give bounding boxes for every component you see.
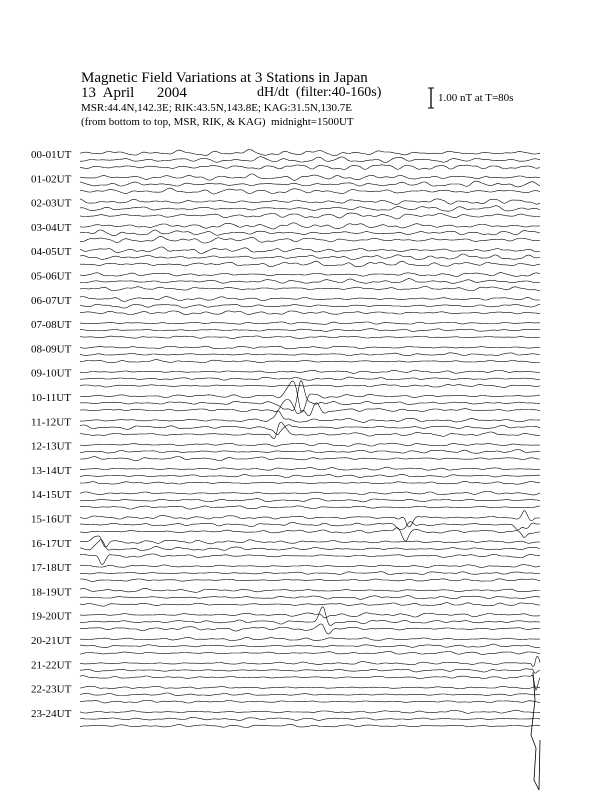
trace-kag-22-23ut bbox=[80, 686, 540, 688]
trace-msr-06-07ut bbox=[80, 311, 540, 315]
trace-msr-09-10ut bbox=[80, 385, 540, 388]
trace-rik-13-14ut bbox=[80, 474, 540, 477]
trace-msr-20-21ut bbox=[80, 651, 540, 654]
trace-msr-14-15ut bbox=[80, 506, 540, 509]
traces bbox=[80, 150, 540, 791]
trace-kag-08-09ut bbox=[80, 346, 540, 349]
station-coordinates: MSR:44.4N,142.3E; RIK:43.5N,143.8E; KAG:31.5N,130.7E bbox=[81, 102, 353, 114]
trace-rik-00-01ut bbox=[80, 157, 540, 163]
trace-msr-01-02ut bbox=[80, 188, 540, 194]
hour-label: 15-16UT bbox=[31, 513, 72, 526]
trace-rik-03-04ut bbox=[80, 230, 540, 236]
trace-rik-01-02ut bbox=[80, 181, 540, 187]
trace-kag-23-24ut bbox=[80, 710, 540, 713]
trace-kag-07-08ut bbox=[80, 322, 540, 324]
trace-kag-11-12ut bbox=[80, 411, 540, 423]
trace-msr-12-13ut bbox=[80, 457, 540, 461]
trace-spike bbox=[531, 672, 540, 790]
hour-label: 03-04UT bbox=[31, 221, 72, 234]
hour-label: 16-17UT bbox=[31, 537, 72, 550]
trace-rik-17-18ut bbox=[80, 572, 540, 575]
trace-msr-02-03ut bbox=[80, 213, 540, 219]
trace-rik-18-19ut bbox=[80, 596, 540, 600]
trace-kag-09-10ut bbox=[80, 370, 540, 373]
trace-rik-14-15ut bbox=[80, 499, 540, 502]
hour-label: 20-21UT bbox=[31, 635, 72, 647]
trace-msr-15-16ut bbox=[80, 528, 540, 541]
trace-rik-23-24ut bbox=[80, 717, 540, 720]
trace-kag-14-15ut bbox=[80, 492, 540, 495]
trace-kag-17-18ut bbox=[80, 565, 540, 568]
trace-rik-11-12ut bbox=[80, 425, 540, 435]
hour-label: 01-02UT bbox=[31, 173, 72, 186]
trace-msr-03-04ut bbox=[80, 236, 540, 243]
date-label: 13 April 2004 bbox=[81, 85, 187, 101]
trace-msr-00-01ut bbox=[80, 165, 540, 170]
hour-label: 18-19UT bbox=[31, 586, 72, 599]
trace-rik-22-23ut bbox=[80, 693, 540, 696]
trace-msr-18-19ut bbox=[80, 603, 540, 607]
trace-kag-02-03ut bbox=[80, 199, 540, 205]
trace-kag-12-13ut bbox=[80, 443, 540, 446]
trace-rik-05-06ut bbox=[80, 279, 540, 284]
filter-label: dH/dt (filter:40-160s) bbox=[257, 85, 382, 100]
chart-title: Magnetic Field Variations at 3 Stations in Japan bbox=[81, 70, 368, 86]
trace-rik-04-05ut bbox=[80, 254, 540, 260]
trace-kag-00-01ut bbox=[80, 150, 540, 156]
hour-label: 13-14UT bbox=[31, 464, 72, 477]
trace-kag-04-05ut bbox=[80, 247, 540, 254]
hour-label: 17-18UT bbox=[31, 562, 72, 575]
trace-kag-16-17ut bbox=[80, 536, 540, 547]
hour-labels bbox=[31, 149, 72, 720]
trace-msr-05-06ut bbox=[80, 286, 540, 290]
trace-order-note: (from bottom to top, MSR, RIK, & KAG) midnight=1500UT bbox=[81, 116, 354, 128]
trace-rik-02-03ut bbox=[80, 206, 540, 212]
trace-msr-07-08ut bbox=[80, 336, 540, 339]
hour-label: 12-13UT bbox=[31, 440, 72, 453]
trace-rik-15-16ut bbox=[80, 522, 540, 530]
hour-label: 02-03UT bbox=[31, 197, 72, 210]
trace-msr-17-18ut bbox=[80, 579, 540, 582]
trace-rik-08-09ut bbox=[80, 353, 540, 356]
trace-msr-08-09ut bbox=[80, 360, 540, 363]
scale-label: 1.00 nT at T=80s bbox=[438, 92, 514, 104]
trace-msr-13-14ut bbox=[80, 481, 540, 484]
hour-label: 00-01UT bbox=[31, 149, 72, 161]
trace-rik-20-21ut bbox=[80, 644, 540, 648]
trace-kag-19-20ut bbox=[80, 613, 540, 618]
trace-kag-03-04ut bbox=[80, 223, 540, 229]
trace-kag-21-22ut bbox=[80, 656, 540, 666]
trace-msr-21-22ut bbox=[80, 675, 540, 690]
trace-rik-06-07ut bbox=[80, 304, 540, 308]
trace-rik-07-08ut bbox=[80, 329, 540, 332]
trace-kag-01-02ut bbox=[80, 174, 540, 180]
hour-label: 06-07UT bbox=[31, 294, 72, 307]
hour-label: 07-08UT bbox=[31, 319, 72, 332]
hour-label: 14-15UT bbox=[31, 489, 72, 502]
trace-msr-23-24ut bbox=[80, 724, 540, 727]
trace-rik-12-13ut bbox=[80, 449, 540, 453]
trace-rik-09-10ut bbox=[80, 377, 540, 380]
hour-label: 05-06UT bbox=[31, 270, 72, 283]
hour-label: 21-22UT bbox=[31, 659, 72, 672]
hour-label: 11-12UT bbox=[31, 416, 71, 429]
trace-kag-06-07ut bbox=[80, 297, 540, 302]
trace-msr-22-23ut bbox=[80, 700, 540, 703]
hour-label: 22-23UT bbox=[31, 683, 72, 696]
trace-msr-19-20ut bbox=[80, 624, 540, 634]
trace-rik-21-22ut bbox=[80, 669, 540, 673]
trace-kag-13-14ut bbox=[80, 467, 540, 470]
trace-msr-11-12ut bbox=[80, 422, 540, 439]
trace-kag-20-21ut bbox=[80, 637, 540, 640]
trace-msr-16-17ut bbox=[80, 554, 540, 565]
hour-label: 08-09UT bbox=[31, 343, 72, 356]
hour-label: 09-10UT bbox=[31, 367, 72, 380]
trace-kag-18-19ut bbox=[80, 588, 540, 592]
hour-label: 04-05UT bbox=[31, 246, 72, 259]
trace-kag-05-06ut bbox=[80, 273, 540, 277]
hour-label: 23-24UT bbox=[31, 707, 72, 720]
trace-msr-04-05ut bbox=[80, 261, 540, 267]
hour-label: 10-11UT bbox=[31, 392, 71, 404]
hour-label: 19-20UT bbox=[31, 610, 72, 623]
